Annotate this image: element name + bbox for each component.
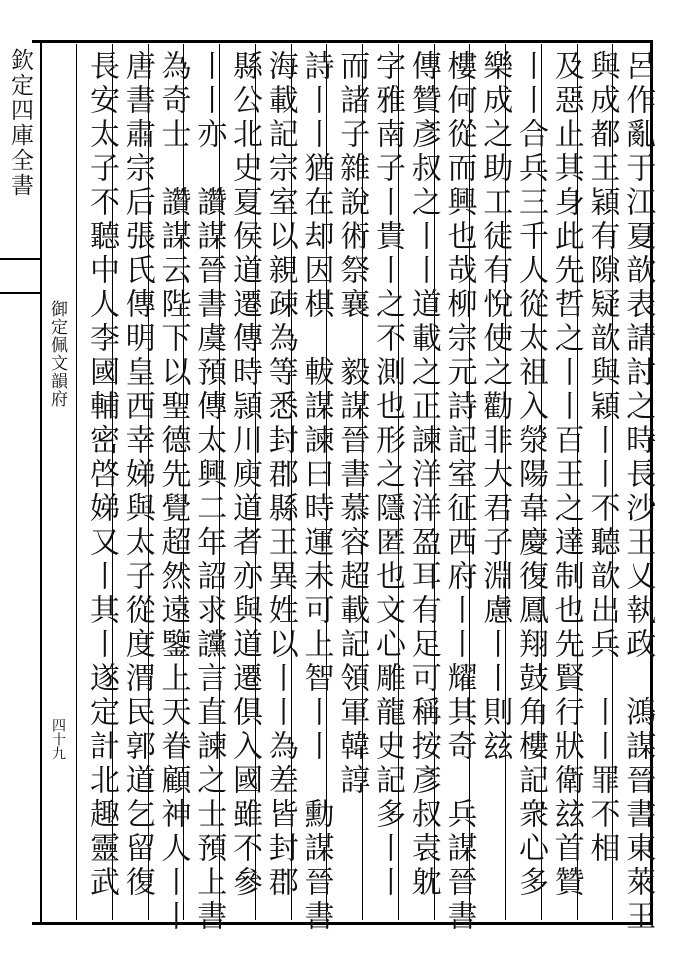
column-text: 呂作亂于江夏歆表請討之時長沙王乂執政 鴻謀晉書東萊王 <box>620 50 656 934</box>
column-text: 傳贊彥叔之丨丨道載之正諫洋洋盈耳有足可稱按彥叔袁躭 <box>405 50 441 900</box>
column-text: 詩丨丨猶在却因棋 軷謀諫曰時運未可上智丨丨 勳謀晉書 <box>298 50 334 934</box>
book-title: 御定佩文韻府 <box>47 300 67 408</box>
collection-title: 欽定四庫全書 <box>7 48 33 198</box>
column-text: 樓何從而興也哉柳宗元詩記室征西府丨丨耀其奇 兵謀晉書 <box>441 50 477 934</box>
column-text: 與成都王穎有隙疑歆與穎丨丨不聽歆出兵 丨丨罪不相 <box>584 50 620 866</box>
column-text: 及惡止其身此先哲之丨丨百王之達制也先賢行狀衛玆首贊 <box>548 50 584 900</box>
column-text: 唐書肅宗后張氏傳明皇西幸娣與太子從度渭民郭道乞留復 <box>119 50 155 900</box>
column-text: 縣公北史夏侯道遷傳時頴川庾道者亦與道遷俱入國雖不參 <box>227 50 262 900</box>
column-text: 海載記宗室以親疎為等悉封郡縣王異姓以丨丨為差皆封郡 <box>262 50 298 900</box>
column-text: 樂成之助工徒有悅使之勸非大君子淵慮丨丨則玆 <box>477 50 513 764</box>
page-frame-top-rule <box>32 40 652 43</box>
page-frame-bottom-rule <box>32 922 652 925</box>
text-column <box>76 44 119 920</box>
column-text: 為奇士 讚謀云陛下以聖德先覺超然遠鑒上天眷顧神人丨丨 <box>155 50 191 934</box>
fishtail-rule-lower <box>0 292 40 294</box>
column-text: 丨丨合兵三千人從太祖入滎陽韋慶復鳳翔鼓角樓記衆心多 <box>513 50 548 900</box>
column-text: 長安太子不聽中人李國輔密啓娣又丨其丨遂定計北趣靈武 <box>84 50 119 900</box>
column-text: 字雅南子丨貴丨之不測也形之隱匿也文心雕龍史記多丨丨 <box>370 50 405 900</box>
column-text: 而諸子雜說術祭襄 毅謀晉書慕容超載記領軍韓諄 <box>334 50 370 798</box>
page-number: 四十九 <box>50 718 66 760</box>
fishtail-rule-upper <box>0 258 40 260</box>
column-text: 丨丨亦 讚謀晉書虞預傳太興二年詔求讜言直諫之士預上書 <box>191 50 227 934</box>
text-columns <box>76 44 656 934</box>
